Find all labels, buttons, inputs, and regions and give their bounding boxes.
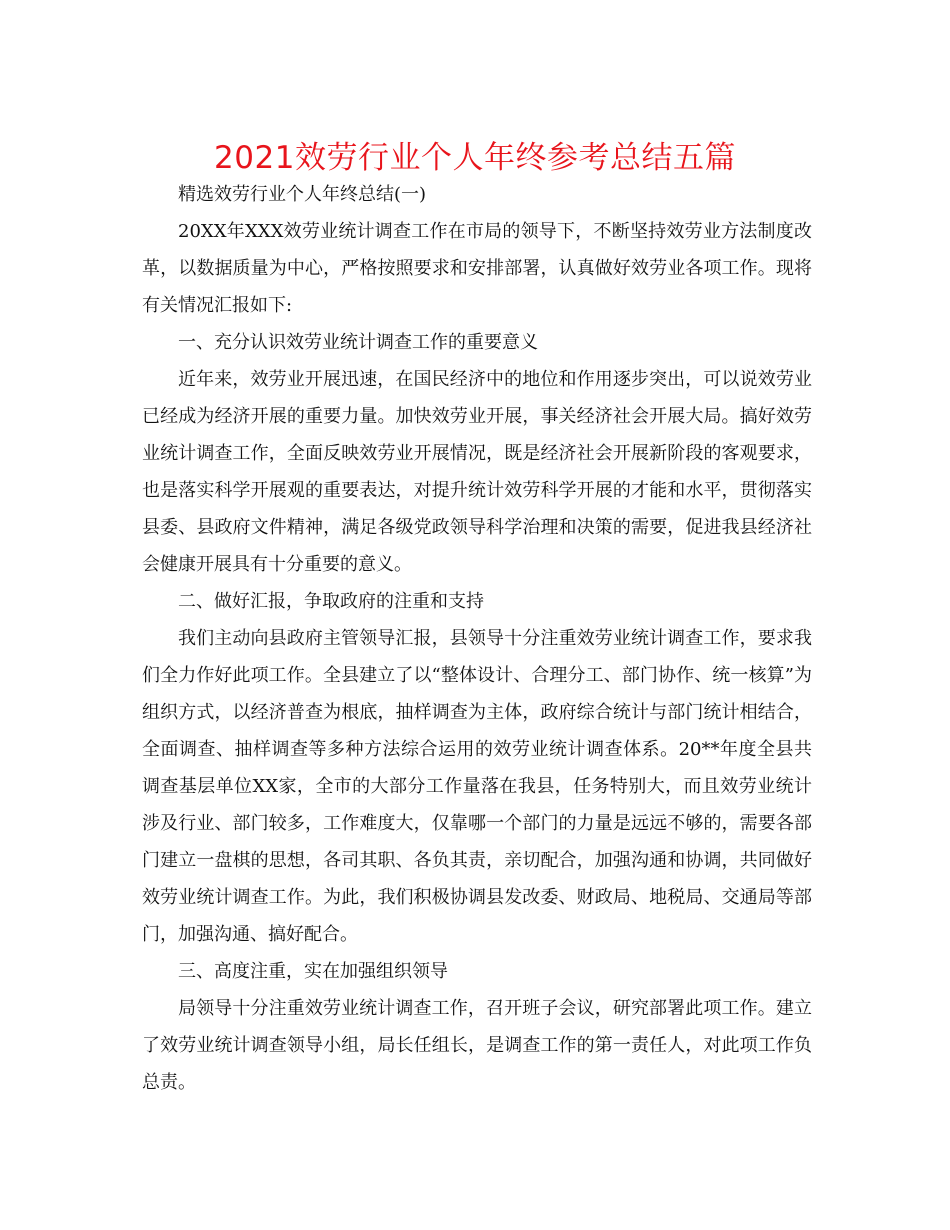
section-heading-2: 二、做好汇报，争取政府的注重和支持 xyxy=(178,591,484,612)
paragraph-subtitle: 精选效劳行业个人年终总结(一) xyxy=(178,184,427,205)
paragraph-section-2: 我们主动向县政府主管领导汇报，县领导十分注重效劳业统计调查工作，要求我们全力作好此项工作。全县建立了以“整体设计、合理分工、部门协作、统一核算”为组织方式，以经济普查为根底，抽样调查为主体，政府综合统计与部门统计相结合，全面调查、抽样调查等多种方法综合运用的效劳业统计调查体系。20**年度全县共调查基层单位XX家，全市的大部分工作量落在我县，任务特别大，而且效劳业统计涉及行业、部门较多，工作难度大，仅靠哪一个部门的力量是远远不够的，需要各部门建立一盘棋的思想，各司其职、各负其责，亲切配合，加强沟通和协调，共同做好效劳业统计调查工作。为此，我们积极协调县发改委、财政局、地税局、交通局等部门，加强沟通、搞好配合。 xyxy=(142,628,812,945)
section-heading-3: 三、高度注重，实在加强组织领导 xyxy=(178,961,448,982)
paragraph-section-3: 局领导十分注重效劳业统计调查工作，召开班子会议，研究部署此项工作。建立了效劳业统计调查领导小组，局长任组长，是调查工作的第一责任人，对此项工作负总责。 xyxy=(142,998,812,1093)
document-body xyxy=(142,176,812,1101)
document-title: 2021效劳行业个人年终参考总结五篇 xyxy=(214,140,736,176)
paragraph-section-1: 近年来，效劳业开展迅速，在国民经济中的地位和作用逐步突出，可以说效劳业已经成为经济开展的重要力量。加快效劳业开展，事关经济社会开展大局。搞好效劳业统计调查工作，全面反映效劳业开展情况，既是经济社会开展新阶段的客观要求，也是落实科学开展观的重要表达，对提升统计效劳科学开展的才能和水平，贯彻落实县委、县政府文件精神，满足各级党政领导科学治理和决策的需要，促进我县经济社会健康开展具有十分重要的意义。 xyxy=(142,369,812,575)
section-heading-1: 一、充分认识效劳业统计调查工作的重要意义 xyxy=(178,332,538,353)
paragraph-intro: 20XX年XXX效劳业统计调查工作在市局的领导下，不断坚持效劳业方法制度改革，以数据质量为中心，严格按照要求和安排部署，认真做好效劳业各项工作。现将有关情况汇报如下: xyxy=(142,221,812,316)
